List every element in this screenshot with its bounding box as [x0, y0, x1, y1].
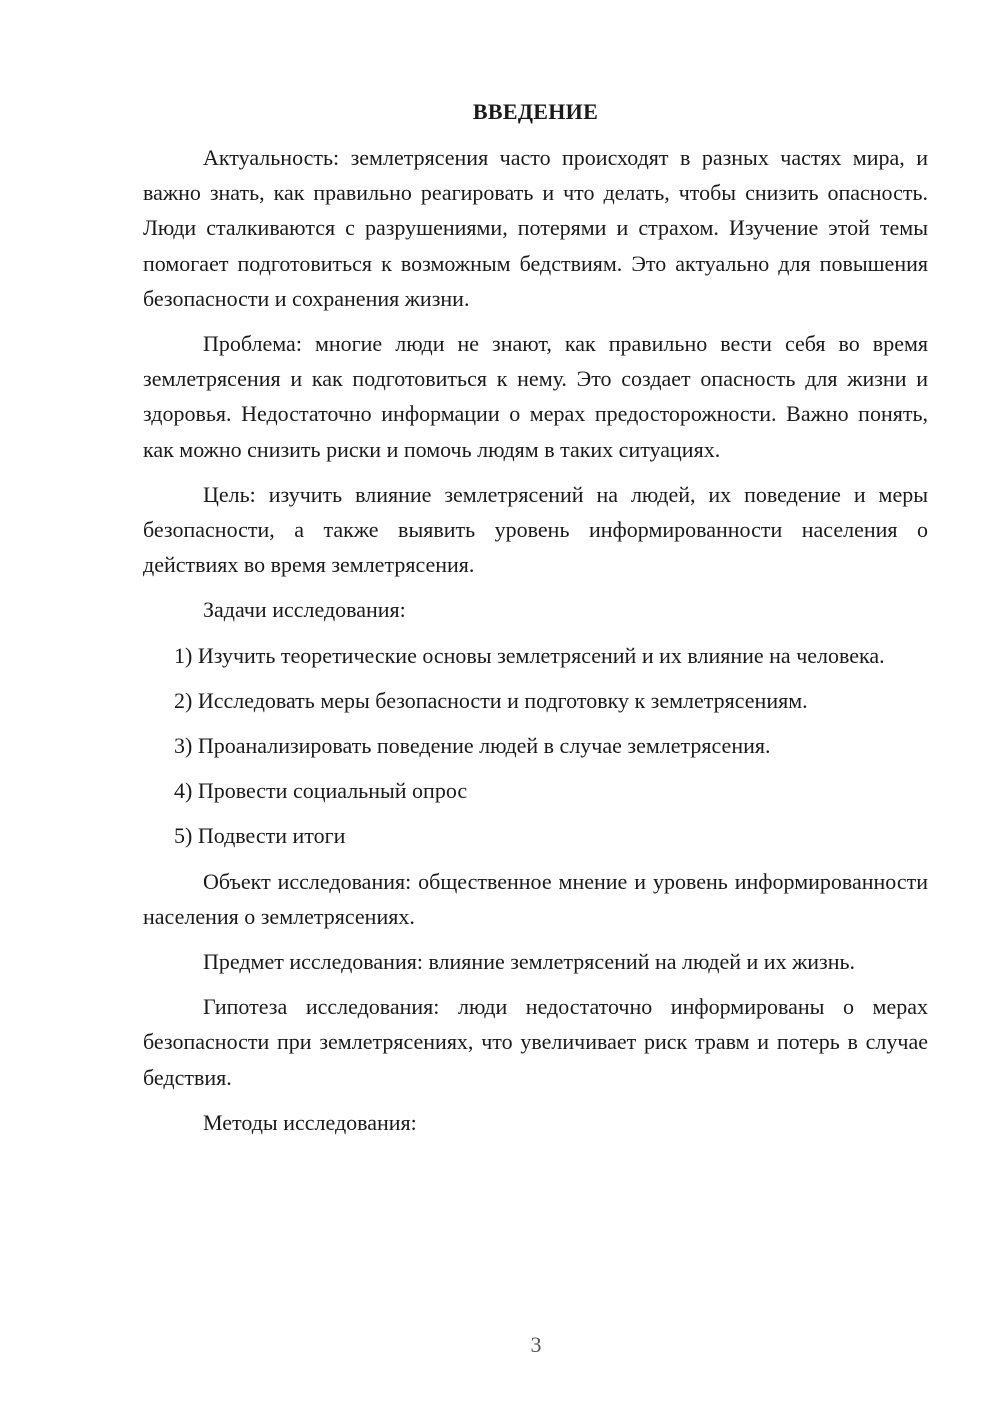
task-item: 3) Проанализировать поведение людей в случае землетрясения.	[174, 733, 771, 759]
task-item: 5) Подвести итоги	[174, 823, 346, 849]
hypothesis-paragraph: Гипотеза исследования: люди недостаточно информированы о мерах безопасности при землетрясениях, что увеличивает риск травм и потерь в случае бедствия.	[143, 994, 928, 1090]
task-item: 1) Изучить теоретические основы землетрясений и их влияние на человека.	[174, 642, 885, 668]
task-item: 2) Исследовать меры безопасности и подготовку к землетрясениям.	[174, 687, 808, 713]
task-item: 4) Провести социальный опрос	[174, 778, 468, 804]
page-content	[143, 94, 928, 1150]
object-paragraph: Объект исследования: общественное мнение и уровень информированности населения о землетрясениях.	[143, 868, 928, 929]
subject-paragraph: Предмет исследования: влияние землетрясений на людей и их жизнь.	[203, 949, 856, 975]
problem-paragraph: Проблема: многие люди не знают, как правильно вести себя во время землетрясения и как подготовиться к нему. Это создает опасность для жизни и здоровья. Недостаточно информации о мерах предосторожности. Важно понять, как можно снизить риски и помочь людям в таких ситуациях.	[143, 331, 928, 462]
page-number: 3	[530, 1332, 542, 1357]
goal-paragraph: Цель: изучить влияние землетрясений на людей, их поведение и меры безопасности, а также выявить уровень информированности населения о действиях во время землетрясения.	[143, 481, 928, 578]
methods-heading: Методы исследования:	[203, 1109, 417, 1135]
relevance-paragraph: Актуальность: землетрясения часто происходят в разных частях мира, и важно знать, как правильно реагировать и что делать, чтобы снизить опасность. Люди сталкиваются с разрушениями, потерями и страхом. Изучение этой темы помогает подготовиться к возможным бедствиям. Это актуально для повышения безопасности и сохранения жизни.	[143, 145, 928, 311]
tasks-heading: Задачи исследования:	[203, 597, 406, 623]
section-title: ВВЕДЕНИЕ	[472, 99, 599, 124]
